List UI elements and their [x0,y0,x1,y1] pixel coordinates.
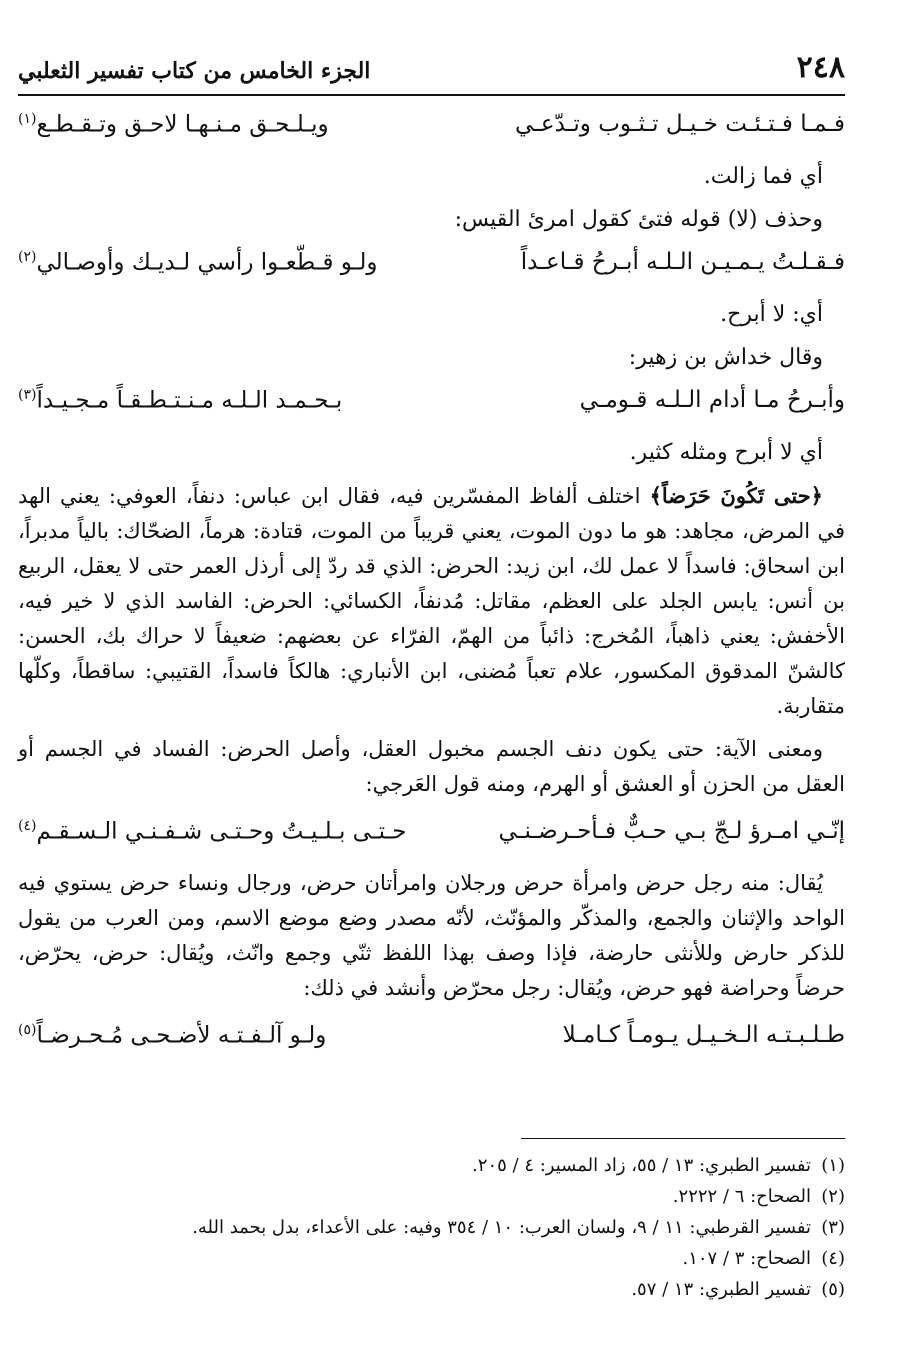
page-number: ٢٤٨ [796,50,845,85]
text-line: وقال خداش بن زهير: [628,345,823,370]
running-title: الجزء الخامس من كتاب تفسير الثعلبي [18,58,371,84]
verse-second-hemistich: ولـو آلـفـتـه لأضـحـى مُـحـرضـاً$^{(٥)}$ [18,1022,327,1049]
footnote-marker: (٢) [18,249,37,265]
verse-first-hemistich: فـقـلـتُ يـمـيـن الـلـه أبـرحُ قـاعـداً [520,249,845,275]
commentary-paragraph: يُقال: منه رجل حرض وامرأة حرض ورجلان وامرأتان حرض، ورجال ونساء حرض يستوي فيه الواحد والإثنان والجمع، والمذكّر والمؤنّث، لأنّه مصدر وضع موضع الاسم، ومن العرب من يقول للذكر حارض وللأنثى حارضة، فإذا وصف بهذا اللفظ ثنّي وجمع وانّث، ويُقال: حرض، يحرّض، حرضاً وحراضة فهو حرض، ويُقال: رجل محرّض وأنشد في ذلك: [18,871,845,1000]
text-line: وحذف (لا) قوله فتئ كقول امرئ القيس: [454,207,823,232]
footnote-text: الصحاح: ٦ / ٢٢٢٢. [672,1186,811,1207]
footnote [18,1243,845,1274]
verse-first-hemistich: وأبـرحُ مـا أدام الـلـه قـومـي [579,387,845,413]
page-header [18,50,845,94]
poetry-verse [18,379,845,431]
footnote-number: (٤) [821,1248,845,1269]
footnote [18,1150,845,1181]
footnote-number: (١) [821,1155,845,1176]
verse-first-hemistich: طـلـبـتـه الـخـيـل يـومـاً كـامـلا [562,1022,845,1048]
footnotes [18,1150,845,1305]
verse-first-hemistich: إنّـي امـرؤ لـجّ بـي حـبٌّ فـأحـرضـنـي [498,818,845,844]
footnote-text: تفسير القرطبي: ١١ / ٩، ولسان العرب: ١٠ / ٣٥٤ وفيه: على الأعداء، بدل بحمد الله. [192,1217,811,1238]
footnote-marker: (٥) [18,1022,37,1038]
footnote-number: (٣) [821,1217,845,1238]
footnote-number: (٢) [821,1186,845,1207]
footnote-number: (٥) [821,1279,845,1300]
poetry-verse [18,810,845,862]
text-line: أي: لا أبرح. [720,302,823,327]
verse-second-hemistich: ويـلـحـق مـنـهـا لاحـق وتـقـطـع$^{(١)}$ [18,111,329,138]
footnote [18,1274,845,1305]
verse-first-hemistich: فـمـا فـتـئـت خـيـل تـثـوب وتـدّعـي [514,111,845,137]
commentary-paragraph: ومعنى الآية: حتى يكون دنف الجسم مخبول العقل، وأصل الحرض: الفساد في الجسم أو العقل من الحزن أو العشق أو الهرم، ومنه قول العَرجي: [18,737,845,796]
poetry-verse [18,103,845,155]
footnote [18,1212,845,1243]
paragraph-text: اختلف ألفاظ المفسّرين فيه، فقال ابن عباس: دنفاً، العوفي: يعني الهد في المرض، مجاهد: هو ما دون الموت، يعني قريباً من الموت، قتادة: هرماً، الضحّاك: بالياً مدبراً، ابن اسحاق: فاسداً لا عمل لك، ابن زيد: الحرض: الذي قد ردّ إلى أرذل العمر حتى لا يعقل، الربيع بن أنس: يابس الجلد على العظم، مقاتل: مُدنفاً، الكسائي: الحرض: الفاسد الذي لا خير فيه، الأخفش: يعني ذاهباً، المُخرج: ذائباً من الهمّ، الفرّاء عن بعضهم: ضعيفاً لا حراك بك، الحسن: كالشنّ المدقوق المكسور، علام تعباً مُضنى، ابن الأنباري: هالكاً فاسداً، القتيبي: ساقطاً، وكلّها متقاربة. [18,484,845,718]
footnote-divider [521,1138,845,1139]
footnote-marker: (٣) [18,387,37,403]
commentary-paragraph [18,478,845,724]
verse-second-hemistich: بـحـمـد الـلـه مـنـتـطـقـاً مـجـيـداً$^{(٣)}$ [18,387,343,414]
main-text [18,103,845,1066]
footnote-text: تفسير الطبري: ١٣ / ٥٧. [631,1279,811,1300]
footnote-marker: (٤) [18,818,37,834]
verse-second-hemistich: حـتـى بـلـيـتُ وحـتـى شـفـنـي الـسـقـم$^{(٤)}$ [18,818,407,845]
poetry-verse [18,241,845,293]
footnote-text: الصحاح: ٣ / ١٠٧. [682,1248,811,1269]
text-line: أي لا أبرح ومثله كثير. [629,440,823,465]
footnote-text: تفسير الطبري: ١٣ / ٥٥، زاد المسير: ٤ / ٢٠٥. [472,1155,811,1176]
text-line: أي فما زالت. [703,164,823,189]
header-divider [18,94,845,96]
footnote [18,1181,845,1212]
verse-second-hemistich: ولـو قـطّعـوا رأسي لـديـك وأوصـالي$^{(٢)}$ [18,249,378,276]
quran-quote: ﴿حتى تَكُونَ حَرَضاً﴾ [649,483,823,508]
footnote-marker: (١) [18,111,37,127]
poetry-verse [18,1014,845,1066]
